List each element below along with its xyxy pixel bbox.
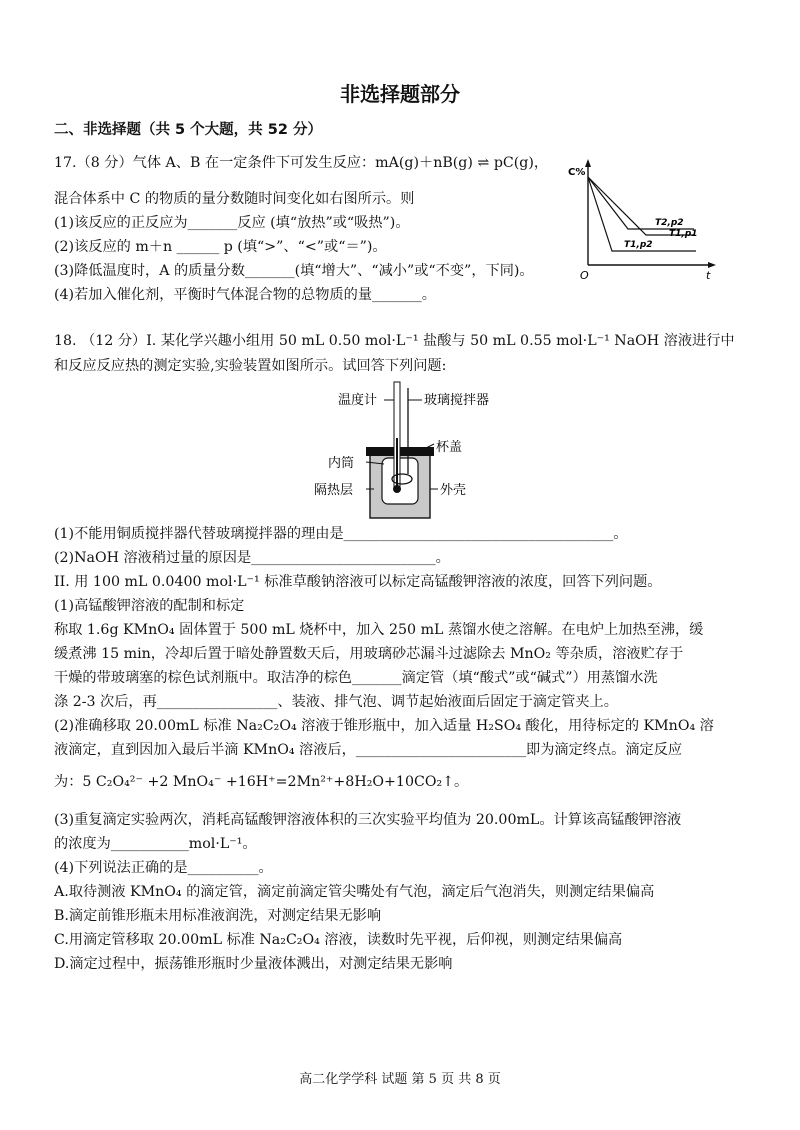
q18-intro-line-1: 18. （12 分）I. 某化学兴趣小组用 50 mL 0.50 mol·L⁻¹ 盐酸与 50 mL 0.55 mol·L⁻¹ NaOH 溶液进行中 [54, 333, 735, 349]
outer-shell-label: 外壳 [440, 483, 467, 498]
thermometer-column [396, 438, 398, 488]
c-percent-time-graph [566, 155, 726, 283]
curve-label-t1-p1: T1,p1 [669, 229, 698, 239]
y-axis-label: C% [568, 167, 586, 178]
page-footer: 高二化学学科 试题 第 5 页 共 8 页 [299, 1072, 501, 1087]
q18-line-7: 干燥的带玻璃塞的棕色试剂瓶中。取洁净的棕色_______滴定管（填“酸式”或“碱式”）用蒸馏水洗 [54, 670, 658, 686]
q18-line-3: II. 用 100 mL 0.0400 mol·L⁻¹ 标准草酸钠溶液可以标定高锰酸钾溶液的浓度，回答下列问题。 [54, 574, 662, 590]
q18-line-11: 为：5 C₂O₄²⁻ +2 MnO₄⁻ +16H⁺=2Mn²⁺+8H₂O+10CO₂↑。 [54, 774, 469, 790]
thermometer-bulb [393, 485, 401, 493]
q18-option-c: C.用滴定管移取 20.00mL 标准 Na₂C₂O₄ 溶液，读数时先平视，后仰视，则测定结果偏高 [54, 932, 623, 948]
curve-label-t2-p2: T2,p2 [655, 218, 684, 228]
curve-label-t1-p2: T1,p2 [624, 240, 653, 250]
y-axis-arrow-icon [585, 159, 591, 167]
q17-line-3: (1)该反应的正反应为_______反应 (填“放热”或“吸热”)。 [54, 215, 410, 231]
thermometer-label: 温度计 [338, 393, 378, 408]
q18-line-13: 的浓度为___________mol·L⁻¹。 [54, 836, 257, 852]
q17-line-5: (3)降低温度时，A 的质量分数_______(填“增大”、“减小”或“不变”，下同)。 [54, 263, 534, 279]
x-axis-arrow-icon [708, 262, 716, 268]
calorimeter-apparatus-diagram [314, 378, 496, 526]
q17-line-4: (2)该反应的 m＋n ______ p (填“>”、“<”或“＝”)。 [54, 239, 387, 255]
q17-line-2: 混合体系中 C 的物质的量分数随时间变化如右图所示。则 [54, 191, 415, 207]
insulation-label: 隔热层 [314, 483, 354, 498]
q18-option-d: D.滴定过程中，振荡锥形瓶时少量液体溅出，对测定结果无影响 [54, 956, 453, 972]
q18-line-12: (3)重复滴定实验两次，消耗高锰酸钾溶液体积的三次实验平均值为 20.00mL。计算该高锰酸钾溶液 [54, 812, 682, 828]
q18-line-6: 缓煮沸 15 min，冷却后置于暗处静置数天后，用玻璃砂芯漏斗过滤除去 MnO₂ 等杂质，溶液贮存于 [54, 646, 684, 662]
section-heading: 二、非选择题（共 5 个大题，共 52 分） [54, 122, 322, 138]
q18-line-8: 涤 2-3 次后，再_________________、装液、排气泡、调节起始液面后固定于滴定管夹上。 [54, 694, 618, 710]
lid-label: 杯盖 [436, 440, 463, 455]
q18-line-10: 液滴定，直到因加入最后半滴 KMnO₄ 溶液后，________________________即为滴定终点。滴定反应 [54, 742, 683, 758]
q18-line-5: 称取 1.6g KMnO₄ 固体置于 500 mL 烧杯中，加入 250 mL 蒸馏水使之溶解。在电炉上加热至沸，缓 [54, 622, 704, 638]
inner-cup-label: 内筒 [328, 456, 355, 471]
q18-option-a: A.取待测液 KMnO₄ 的滴定管，滴定前滴定管尖嘴处有气泡，滴定后气泡消失，则测定结果偏高 [54, 884, 655, 900]
q18-line-1: (1)不能用铜质搅拌器代替玻璃搅拌器的理由是______________________________________。 [54, 526, 628, 542]
glass-stirrer-label: 玻璃搅拌器 [424, 393, 490, 408]
q18-line-2: (2)NaOH 溶液稍过量的原因是__________________________。 [54, 550, 450, 566]
q18-line-9: (2)准确移取 20.00mL 标准 Na₂C₂O₄ 溶液于锥形瓶中，加入适量 H₂SO₄ 酸化，用待标定的 KMnO₄ 溶 [54, 718, 714, 734]
origin-label: O [580, 269, 589, 282]
q17-line-1: 17.（8 分）气体 A、B 在一定条件下可发生反应：mA(g)＋nB(g) ⇌ pC(g)， [54, 155, 549, 171]
q18-line-14: (4)下列说法正确的是__________。 [54, 860, 273, 876]
q18-intro-line-2: 和反应反应热的测定实验,实验装置如图所示。试回答下列问题: [54, 358, 447, 374]
x-axis-label: t [706, 269, 711, 282]
q18-line-4: (1)高锰酸钾溶液的配制和标定 [54, 598, 245, 614]
q18-option-b: B.滴定前锥形瓶未用标准液润洗，对测定结果无影响 [54, 908, 382, 924]
page-title: 非选择题部分 [340, 82, 460, 106]
q17-line-6: (4)若加入催化剂，平衡时气体混合物的总物质的量_______。 [54, 287, 436, 303]
